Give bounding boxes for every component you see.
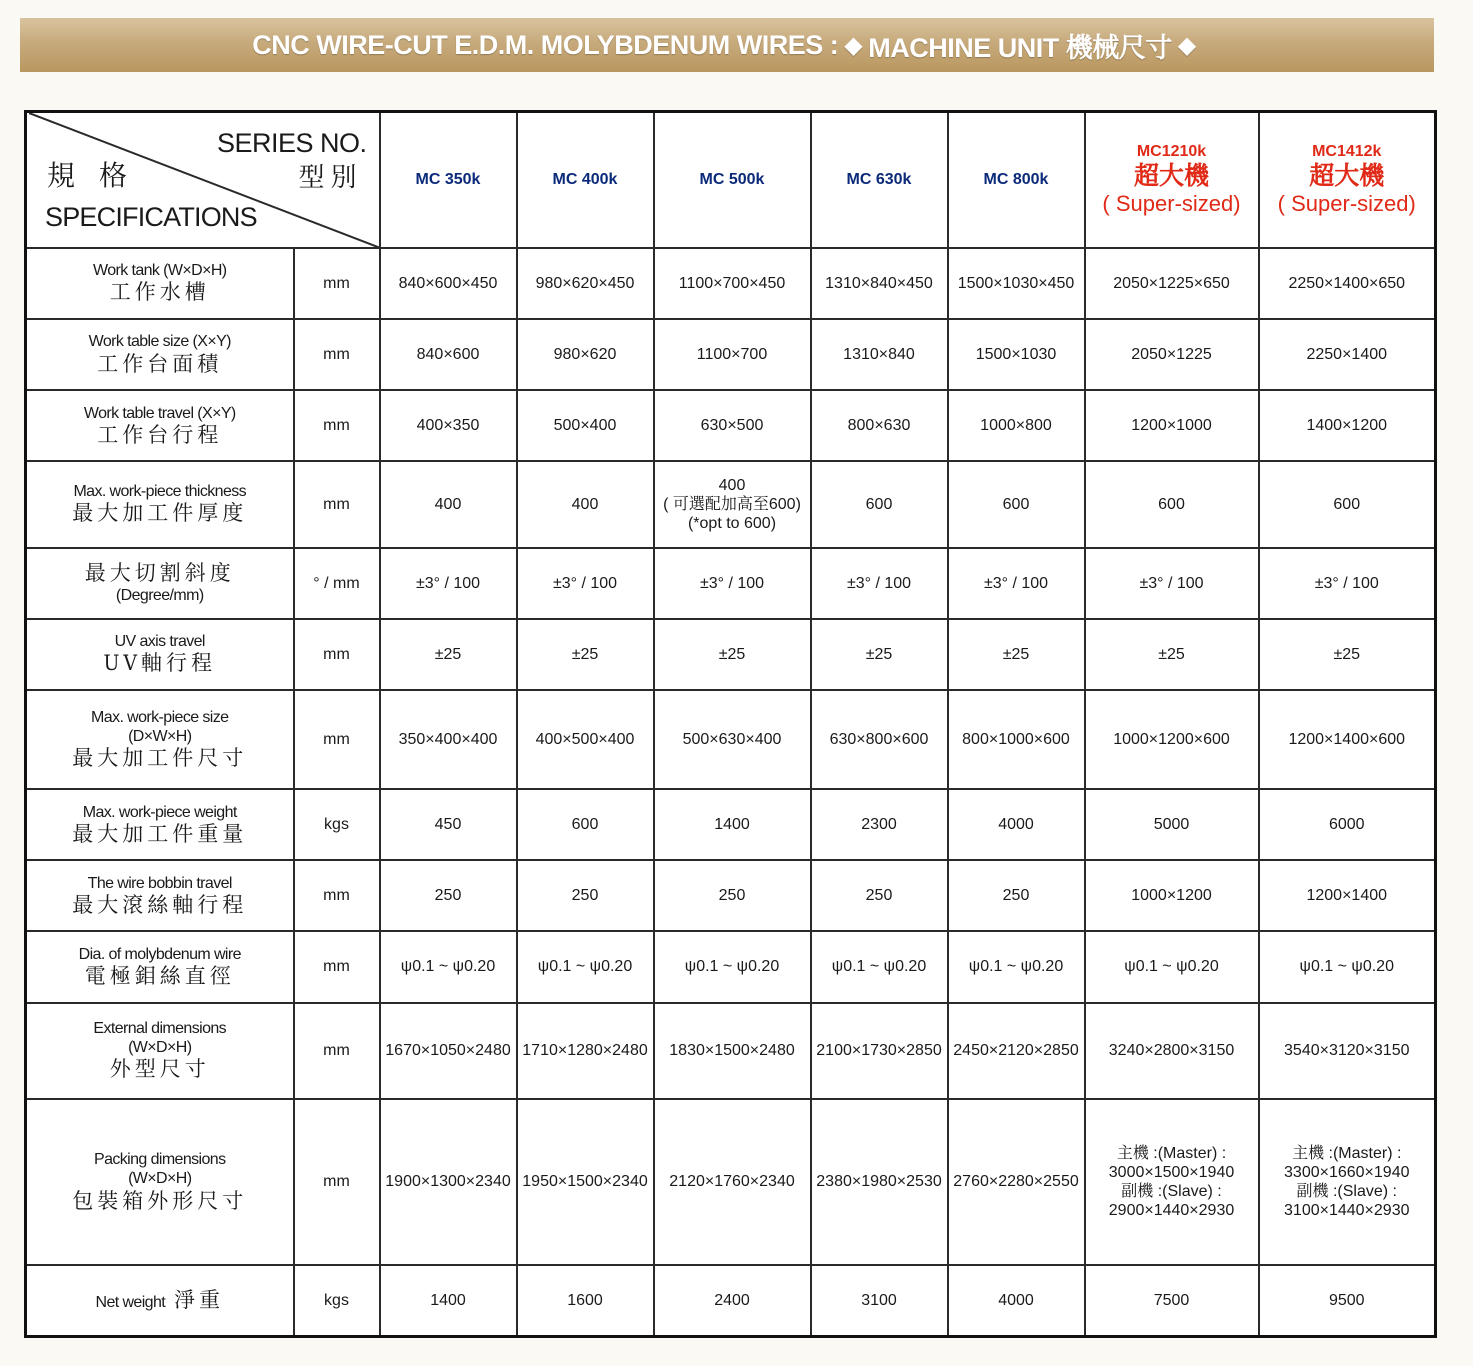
label-en-sub: (W×D×H) bbox=[128, 1170, 192, 1188]
value-line: 3300×1660×1940 bbox=[1284, 1163, 1410, 1181]
label-zh: 包裝箱外形尺寸 bbox=[72, 1188, 248, 1213]
value-cell: ±25 bbox=[948, 619, 1085, 690]
label-en: (Degree/mm) bbox=[115, 587, 204, 605]
guige-label: 規格 bbox=[47, 159, 152, 192]
table-row bbox=[26, 619, 1436, 690]
label-en: Dia. of molybdenum wire bbox=[78, 945, 241, 963]
value-cell: 350×400×400 bbox=[380, 690, 517, 789]
table-row bbox=[26, 390, 1436, 461]
value-cell: 1310×840 bbox=[811, 319, 948, 390]
value-cell: 2250×1400×650 bbox=[1259, 248, 1436, 319]
label-zh: 淨重 bbox=[174, 1288, 224, 1313]
table-row bbox=[26, 860, 1436, 931]
value-cell: 3540×3120×3150 bbox=[1259, 1003, 1436, 1099]
row-label bbox=[26, 1003, 294, 1099]
unit-cell: mm bbox=[294, 319, 380, 390]
value-cell: ±25 bbox=[517, 619, 654, 690]
value-cell: 6000 bbox=[1259, 789, 1436, 860]
value-cell: ψ0.1 ~ ψ0.20 bbox=[1085, 931, 1259, 1002]
unit-cell: ° / mm bbox=[294, 548, 380, 619]
value-cell: 1600 bbox=[517, 1265, 654, 1336]
unit-cell: mm bbox=[294, 619, 380, 690]
table-row bbox=[26, 1003, 1436, 1099]
value-cell: 1000×1200 bbox=[1085, 860, 1259, 931]
banner-title-left: CNC WIRE-CUT E.D.M. MOLYBDENUM WIRES : bbox=[252, 29, 839, 60]
value-cell: 1000×800 bbox=[948, 390, 1085, 461]
unit-cell: kgs bbox=[294, 1265, 380, 1336]
value-cell: 400×350 bbox=[380, 390, 517, 461]
row-label bbox=[26, 1265, 294, 1336]
value-line: 主機 :(Master) : bbox=[1116, 1144, 1227, 1162]
table-row bbox=[26, 1099, 1436, 1265]
value-cell: 250 bbox=[517, 860, 654, 931]
label-zh: 工作台行程 bbox=[97, 422, 223, 447]
value-cell: ±25 bbox=[1085, 619, 1259, 690]
row-label bbox=[26, 1099, 294, 1265]
value-cell: 2760×2280×2550 bbox=[948, 1099, 1085, 1265]
value-cell: 980×620×450 bbox=[517, 248, 654, 319]
value-line: 3000×1500×1940 bbox=[1108, 1163, 1235, 1181]
value-cell: 980×620 bbox=[517, 319, 654, 390]
value-cell: ±3° / 100 bbox=[1259, 548, 1436, 619]
label-en-sub: (D×W×H) bbox=[128, 727, 192, 745]
value-cell: 600 bbox=[811, 461, 948, 547]
value-cell: 1670×1050×2480 bbox=[380, 1003, 517, 1099]
value-cell: 800×630 bbox=[811, 390, 948, 461]
unit-cell: mm bbox=[294, 1003, 380, 1099]
value-line: (*opt to 600) bbox=[687, 515, 777, 533]
label-zh: 電極鉬絲直徑 bbox=[84, 964, 235, 989]
value-cell: 2400 bbox=[654, 1265, 811, 1336]
unit-cell: mm bbox=[294, 931, 380, 1002]
value-cell: 3240×2800×3150 bbox=[1085, 1003, 1259, 1099]
value-cell: 5000 bbox=[1085, 789, 1259, 860]
label-zh: 工作台面積 bbox=[97, 351, 223, 376]
value-line: 主機 :(Master) : bbox=[1292, 1144, 1402, 1162]
value-line: 400 bbox=[718, 476, 746, 494]
value-cell: 1310×840×450 bbox=[811, 248, 948, 319]
value-cell: 2050×1225 bbox=[1085, 319, 1259, 390]
value-cell: 800×1000×600 bbox=[948, 690, 1085, 789]
value-cell: ±25 bbox=[1259, 619, 1436, 690]
value-cell: ψ0.1 ~ ψ0.20 bbox=[948, 931, 1085, 1002]
value-cell: 250 bbox=[811, 860, 948, 931]
value-cell: 840×600 bbox=[380, 319, 517, 390]
table-row bbox=[26, 789, 1436, 860]
value-line: 2900×1440×2930 bbox=[1108, 1202, 1235, 1220]
model-name: MC1210k bbox=[1136, 143, 1207, 161]
model-header-mc800k: MC 800k bbox=[948, 112, 1085, 248]
label-en: Work tank (W×D×H) bbox=[92, 262, 227, 280]
label-zh: 最大切割斜度 bbox=[84, 560, 235, 585]
label-zh: UV軸行程 bbox=[103, 651, 217, 676]
value-cell: 3100 bbox=[811, 1265, 948, 1336]
model-zh: 超大機 bbox=[1309, 161, 1385, 191]
label-en: Max. work-piece weight bbox=[82, 803, 237, 821]
row-label bbox=[26, 690, 294, 789]
model-en: ( Super-sized) bbox=[1277, 191, 1416, 217]
value-cell: 400 bbox=[517, 461, 654, 547]
value-cell: 2300 bbox=[811, 789, 948, 860]
label-zh: 最大加工件尺寸 bbox=[72, 746, 248, 771]
value-cell: 2100×1730×2850 bbox=[811, 1003, 948, 1099]
value-cell-multiline bbox=[654, 461, 811, 547]
row-label bbox=[26, 548, 294, 619]
value-cell-multiline bbox=[1085, 1099, 1259, 1265]
banner-title-right: MACHINE UNIT 機械尺寸 bbox=[868, 32, 1172, 63]
value-cell: 2050×1225×650 bbox=[1085, 248, 1259, 319]
unit-cell: mm bbox=[294, 248, 380, 319]
value-cell: ψ0.1 ~ ψ0.20 bbox=[1259, 931, 1436, 1002]
model-en: ( Super-sized) bbox=[1102, 191, 1241, 217]
machine-spec-table bbox=[24, 110, 1437, 1338]
value-cell: ±25 bbox=[380, 619, 517, 690]
value-cell: 400×500×400 bbox=[517, 690, 654, 789]
value-cell: 630×800×600 bbox=[811, 690, 948, 789]
value-cell: 1200×1000 bbox=[1085, 390, 1259, 461]
value-cell: 250 bbox=[380, 860, 517, 931]
value-cell: 2250×1400 bbox=[1259, 319, 1436, 390]
row-label bbox=[26, 931, 294, 1002]
value-cell: ±25 bbox=[654, 619, 811, 690]
label-en: Max. work-piece thickness bbox=[73, 483, 247, 501]
table-row bbox=[26, 248, 1436, 319]
label-zh: 最大加工件重量 bbox=[72, 821, 248, 846]
unit-cell: kgs bbox=[294, 789, 380, 860]
value-line: 3100×1440×2930 bbox=[1284, 1202, 1410, 1220]
row-label bbox=[26, 619, 294, 690]
model-name: MC1412k bbox=[1312, 143, 1382, 161]
value-cell: 1830×1500×2480 bbox=[654, 1003, 811, 1099]
value-cell: 4000 bbox=[948, 789, 1085, 860]
value-cell: 450 bbox=[380, 789, 517, 860]
value-cell-multiline bbox=[1259, 1099, 1436, 1265]
unit-cell: mm bbox=[294, 390, 380, 461]
label-en: External dimensions bbox=[93, 1019, 227, 1037]
label-zh: 工作水槽 bbox=[109, 280, 210, 305]
value-cell: 1100×700×450 bbox=[654, 248, 811, 319]
value-cell: 600 bbox=[948, 461, 1085, 547]
row-label bbox=[26, 461, 294, 547]
row-label bbox=[26, 390, 294, 461]
value-cell: 1900×1300×2340 bbox=[380, 1099, 517, 1265]
label-en: Work table size (X×Y) bbox=[88, 333, 231, 351]
value-cell: ±3° / 100 bbox=[1085, 548, 1259, 619]
table-row bbox=[26, 690, 1436, 789]
value-cell: 2450×2120×2850 bbox=[948, 1003, 1085, 1099]
unit-cell: mm bbox=[294, 461, 380, 547]
row-label bbox=[26, 789, 294, 860]
specifications-label: SPECIFICATIONS bbox=[45, 202, 257, 232]
table-row bbox=[26, 461, 1436, 547]
value-cell: 1000×1200×600 bbox=[1085, 690, 1259, 789]
value-line: 副機 :(Slave) : bbox=[1296, 1183, 1397, 1201]
title-banner bbox=[20, 18, 1434, 72]
value-cell: 1100×700 bbox=[654, 319, 811, 390]
model-zh: 超大機 bbox=[1133, 161, 1209, 191]
label-zh: 外型尺寸 bbox=[109, 1057, 210, 1082]
unit-cell: mm bbox=[294, 860, 380, 931]
value-cell: ±3° / 100 bbox=[517, 548, 654, 619]
value-cell: ψ0.1 ~ ψ0.20 bbox=[517, 931, 654, 1002]
value-cell: 600 bbox=[517, 789, 654, 860]
value-cell: 4000 bbox=[948, 1265, 1085, 1336]
value-cell: 1400 bbox=[654, 789, 811, 860]
row-label bbox=[26, 319, 294, 390]
diamond-icon: ◆ bbox=[844, 31, 863, 59]
value-cell: 1400 bbox=[380, 1265, 517, 1336]
value-cell: 1200×1400×600 bbox=[1259, 690, 1436, 789]
value-cell: 600 bbox=[1085, 461, 1259, 547]
row-label bbox=[26, 248, 294, 319]
value-cell: 400 bbox=[380, 461, 517, 547]
value-line: ( 可選配加高至600) bbox=[663, 495, 801, 513]
model-header-mc400k: MC 400k bbox=[517, 112, 654, 248]
unit-cell: mm bbox=[294, 690, 380, 789]
value-cell: ψ0.1 ~ ψ0.20 bbox=[380, 931, 517, 1002]
diamond-icon: ◆ bbox=[1177, 31, 1196, 59]
value-line: 副機 :(Slave) : bbox=[1121, 1183, 1222, 1201]
value-cell: 1500×1030 bbox=[948, 319, 1085, 390]
model-header-mc500k: MC 500k bbox=[654, 112, 811, 248]
label-en: The wire bobbin travel bbox=[87, 874, 232, 892]
value-cell: 500×630×400 bbox=[654, 690, 811, 789]
value-cell: 7500 bbox=[1085, 1265, 1259, 1336]
label-en: Net weight bbox=[95, 1294, 166, 1312]
header-corner bbox=[26, 112, 380, 248]
value-cell: ψ0.1 ~ ψ0.20 bbox=[654, 931, 811, 1002]
value-cell: 1950×1500×2340 bbox=[517, 1099, 654, 1265]
value-cell: 250 bbox=[654, 860, 811, 931]
value-cell: ±3° / 100 bbox=[811, 548, 948, 619]
value-cell: 600 bbox=[1259, 461, 1436, 547]
row-label bbox=[26, 860, 294, 931]
table-row bbox=[26, 931, 1436, 1002]
xingbie-label: 型別 bbox=[298, 163, 363, 193]
unit-cell: mm bbox=[294, 1099, 380, 1265]
label-en: Max. work-piece size bbox=[91, 708, 229, 726]
label-en-sub: (W×D×H) bbox=[128, 1039, 192, 1057]
value-cell: 1710×1280×2480 bbox=[517, 1003, 654, 1099]
label-zh: 最大滾絲軸行程 bbox=[72, 892, 248, 917]
series-no-label: SERIES NO. bbox=[216, 128, 367, 158]
value-cell: 840×600×450 bbox=[380, 248, 517, 319]
value-cell: 1200×1400 bbox=[1259, 860, 1436, 931]
value-cell: ±3° / 100 bbox=[948, 548, 1085, 619]
value-cell: 630×500 bbox=[654, 390, 811, 461]
value-cell: ±3° / 100 bbox=[380, 548, 517, 619]
label-en: Packing dimensions bbox=[94, 1151, 226, 1169]
table-row bbox=[26, 1265, 1436, 1336]
value-cell: 1400×1200 bbox=[1259, 390, 1436, 461]
model-header-mc350k: MC 350k bbox=[380, 112, 517, 248]
value-cell: 1500×1030×450 bbox=[948, 248, 1085, 319]
label-en: Work table travel (X×Y) bbox=[83, 404, 236, 422]
model-header-mc630k: MC 630k bbox=[811, 112, 948, 248]
model-header-mc1210k bbox=[1085, 112, 1259, 248]
label-en: UV axis travel bbox=[114, 633, 205, 651]
table-row bbox=[26, 548, 1436, 619]
value-cell: 250 bbox=[948, 860, 1085, 931]
value-cell: 9500 bbox=[1259, 1265, 1436, 1336]
model-header-mc1412k bbox=[1259, 112, 1436, 248]
value-cell: 500×400 bbox=[517, 390, 654, 461]
table-row bbox=[26, 319, 1436, 390]
value-cell: 2120×1760×2340 bbox=[654, 1099, 811, 1265]
value-cell: ±25 bbox=[811, 619, 948, 690]
header-row bbox=[26, 112, 1436, 248]
value-cell: 2380×1980×2530 bbox=[811, 1099, 948, 1265]
label-zh: 最大加工件厚度 bbox=[72, 501, 248, 526]
value-cell: ±3° / 100 bbox=[654, 548, 811, 619]
value-cell: ψ0.1 ~ ψ0.20 bbox=[811, 931, 948, 1002]
